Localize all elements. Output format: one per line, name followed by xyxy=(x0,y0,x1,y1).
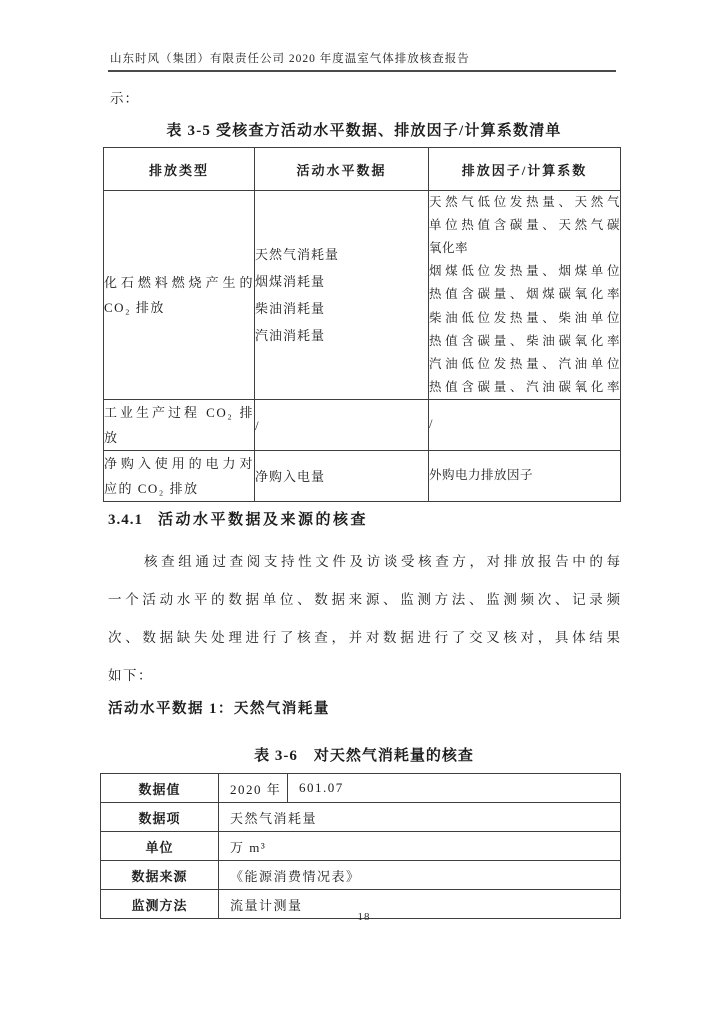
col-header-emission-type: 排放类型 xyxy=(104,148,255,191)
cell-value: 流量计测量 xyxy=(219,890,621,919)
cell-emission-factor xyxy=(429,400,621,451)
header-title: 山东时风（集团）有限责任公司 2020 年度温室气体排放核查报告 xyxy=(110,53,470,65)
cell-value: 万 m³ xyxy=(219,832,621,861)
cell-emission-type xyxy=(104,191,255,400)
emission-type-line: CO₂ 排放 xyxy=(104,300,165,315)
activity-data-line: 柴油消耗量 xyxy=(255,301,326,316)
emission-type-line: 化石燃料燃烧产生的 xyxy=(104,275,254,290)
emission-type-line: 应的 CO₂ 排放 xyxy=(104,481,199,496)
table-row-industrial-process xyxy=(104,400,621,451)
activity-data-line: / xyxy=(255,417,260,433)
table-3-6-title: 表 3-6 对天然气消耗量的核查 xyxy=(254,748,474,764)
row-label: 单位 xyxy=(101,832,219,861)
paragraph-line: 核查组通过查阅支持性文件及访谈受核查方，对排放报告中的每 xyxy=(144,554,620,569)
factor-line: 热值含碳量、汽油碳氧化率 xyxy=(429,379,620,394)
factor-line: 烟煤低位发热量、烟煤单位 xyxy=(429,264,620,279)
cell-value: 601.07 xyxy=(288,774,621,803)
table-row-unit xyxy=(101,832,621,861)
lead-text: 示： xyxy=(110,91,139,106)
table-3-5-header-row xyxy=(104,148,621,191)
table-3-5-title: 表 3-5 受核查方活动水平数据、排放因子/计算系数清单 xyxy=(166,123,562,139)
row-label: 数据值 xyxy=(101,774,219,803)
factor-line: 热值含碳量、烟煤碳氧化率 xyxy=(429,287,620,302)
cell-value: 天然气消耗量 xyxy=(219,803,621,832)
activity-data-line: 烟煤消耗量 xyxy=(255,274,326,289)
cell-emission-factor xyxy=(429,191,621,400)
cell-value: 《能源消费情况表》 xyxy=(219,861,621,890)
col-header-activity-data: 活动水平数据 xyxy=(255,148,429,191)
factor-line: 单位热值含碳量、天然气碳 xyxy=(429,218,620,233)
paragraph-line: 如下： xyxy=(108,668,153,683)
page-number: 18 xyxy=(357,911,371,923)
table-3-6 xyxy=(100,773,621,919)
factor-line: 柴油低位发热量、柴油单位 xyxy=(429,310,620,325)
section-heading-3-4-1 xyxy=(108,508,368,529)
emission-type-line: 净购入使用的电力对 xyxy=(104,456,254,471)
table-row-data-value xyxy=(101,774,621,803)
factor-line: 氧化率 xyxy=(429,241,469,256)
cell-emission-type xyxy=(104,451,255,502)
factor-line: / xyxy=(429,417,433,432)
cell-activity-data xyxy=(255,451,429,502)
section-number: 3.4.1 xyxy=(108,512,143,528)
row-label: 数据项 xyxy=(101,803,219,832)
factor-line: 汽油低位发热量、汽油单位 xyxy=(429,356,620,371)
header-rule xyxy=(108,70,616,72)
table-3-5 xyxy=(103,147,621,502)
section-title: 活动水平数据及来源的核查 xyxy=(158,512,369,528)
paragraph-line: 一个活动水平的数据单位、数据来源、监测方法、监测频次、记录频 xyxy=(108,592,620,607)
row-label: 数据来源 xyxy=(101,861,219,890)
cell-emission-factor xyxy=(429,451,621,502)
paragraph-line: 次、数据缺失处理进行了核查，并对数据进行了交叉核对，具体结果 xyxy=(108,630,620,645)
activity-data-heading: 活动水平数据 1：天然气消耗量 xyxy=(108,701,330,717)
cell-activity-data xyxy=(255,400,429,451)
table-row-data-source xyxy=(101,861,621,890)
row-label: 监测方法 xyxy=(101,890,219,919)
table-row-purchased-electricity xyxy=(104,451,621,502)
col-header-emission-factor: 排放因子/计算系数 xyxy=(429,148,621,191)
activity-data-line: 汽油消耗量 xyxy=(255,328,326,343)
table-row-data-item xyxy=(101,803,621,832)
table-row-fossil-fuel xyxy=(104,191,621,400)
factor-line: 热值含碳量、柴油碳氧化率 xyxy=(429,333,620,348)
activity-data-line: 净购入电量 xyxy=(255,468,326,484)
factor-line: 天然气低位发热量、天然气 xyxy=(429,195,620,210)
body-paragraph xyxy=(108,543,620,695)
factor-line: 外购电力排放因子 xyxy=(429,468,534,483)
emission-type-line: 工业生产过程 CO₂ 排 xyxy=(104,405,254,420)
cell-emission-type xyxy=(104,400,255,451)
cell-year: 2020 年 xyxy=(219,774,288,803)
activity-data-line: 天然气消耗量 xyxy=(255,247,340,262)
emission-type-line: 放 xyxy=(104,430,119,445)
cell-activity-data xyxy=(255,191,429,400)
